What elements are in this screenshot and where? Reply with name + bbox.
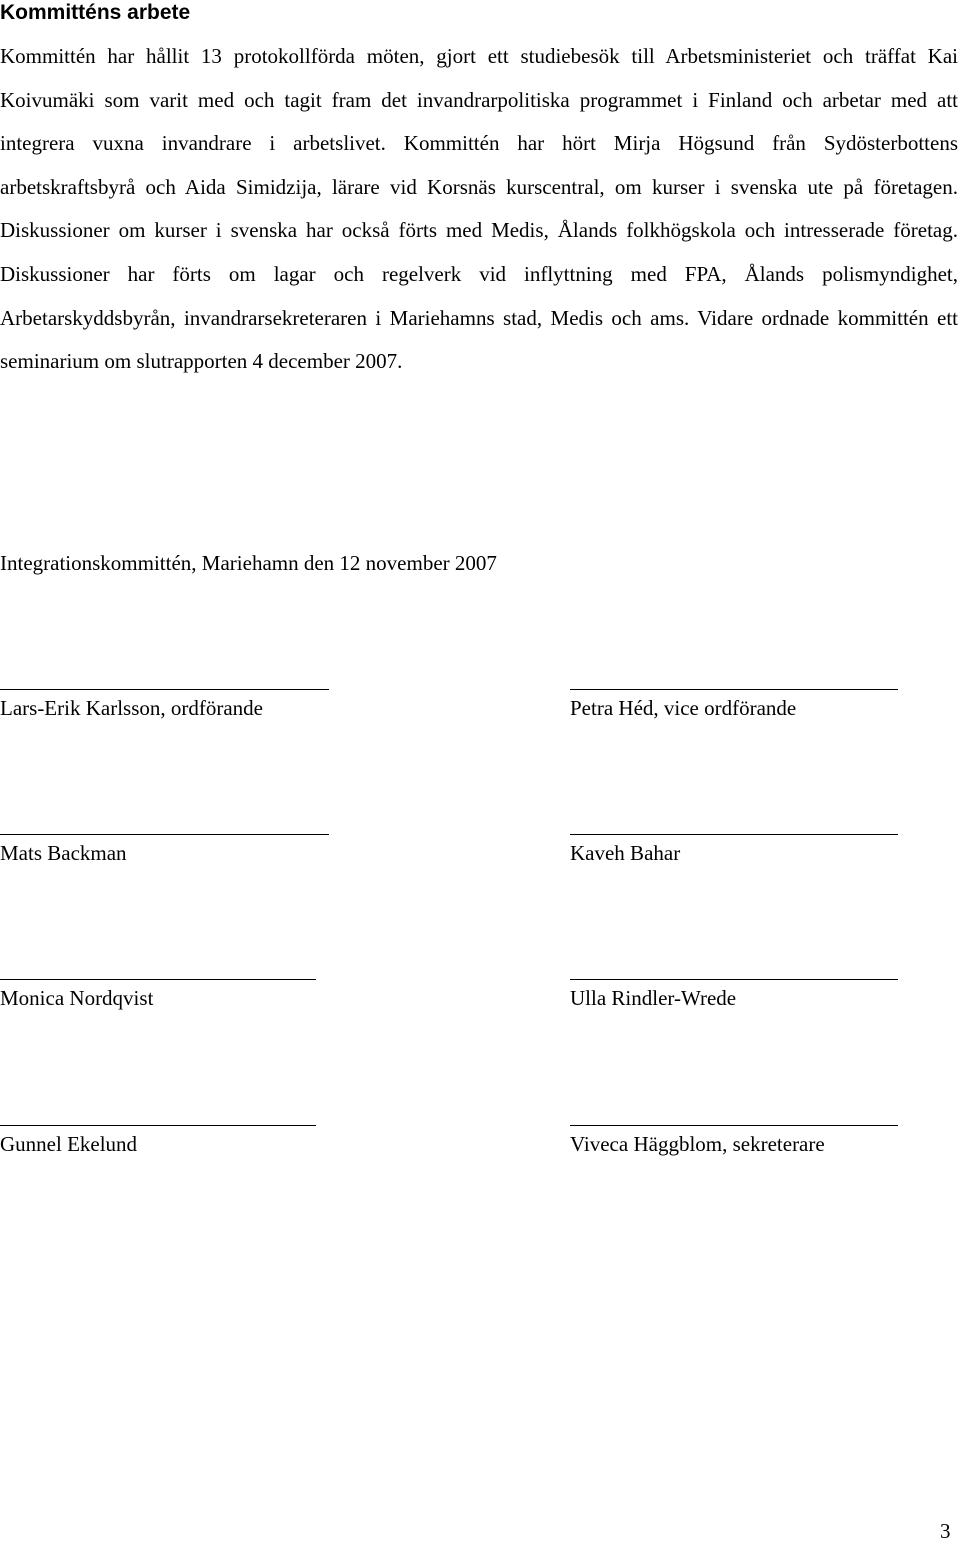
signatory-name: Ulla Rindler-Wrede: [570, 986, 737, 1010]
section-heading: Kommitténs arbete: [0, 1, 191, 24]
signature-line: [570, 834, 898, 835]
body-paragraph: Kommittén har hållit 13 protokollförda möten, gjort ett studiebesök till Arbetsministeriet och träffat Kai Koivumäki som varit med och tagit fram det invandrarpolitiska programmet i Finland och arbetar med att integrera vuxna invandrare i arbetslivet. Kommittén har hört Mirja Högsund från Sydösterbottens arbetskraftsbyrå och Aida Simidzija, lärare vid Korsnäs kurscentral, om kurser i svenska ute på företagen. Diskussioner om kurser i svenska har också förts med Medis, Ålands folkhögskola och intresserade företag. Diskussioner har förts om lagar och regelverk vid inflyttning med FPA, Ålands polismyndighet, Arbetarskyddsbyrån, invandrarsekreteraren i Mariehamns stad, Medis och ams. Vidare ordnade kommittén ett seminarium om slutrapporten 4 december 2007.: [0, 44, 958, 374]
signature-line: [0, 1125, 316, 1126]
signature-line: [0, 979, 316, 980]
signature-block: [570, 834, 960, 867]
signature-block: [570, 689, 960, 722]
signatory-name: Lars-Erik Karlsson, ordförande: [0, 696, 263, 720]
signature-block: [0, 834, 400, 867]
signatory-name: Petra Héd, vice ordförande: [570, 696, 797, 720]
signatory-name: Monica Nordqvist: [0, 986, 154, 1010]
signature-block: [0, 689, 400, 722]
signature-line: [0, 689, 329, 690]
signature-line: [0, 834, 329, 835]
signature-line: [570, 979, 898, 980]
signature-block: [0, 1125, 400, 1158]
signatory-name: Viveca Häggblom, sekreterare: [570, 1132, 825, 1156]
page-number: 3: [940, 1519, 951, 1543]
place-date-line: Integrationskommittén, Mariehamn den 12 november 2007: [0, 551, 497, 575]
signatory-name: Mats Backman: [0, 841, 127, 865]
signature-line: [570, 1125, 898, 1126]
signature-block: [0, 979, 400, 1012]
signatory-name: Gunnel Ekelund: [0, 1132, 138, 1156]
signature-line: [570, 689, 898, 690]
signatory-name: Kaveh Bahar: [570, 841, 681, 865]
signature-block: [570, 979, 960, 1012]
signature-block: [570, 1125, 960, 1158]
